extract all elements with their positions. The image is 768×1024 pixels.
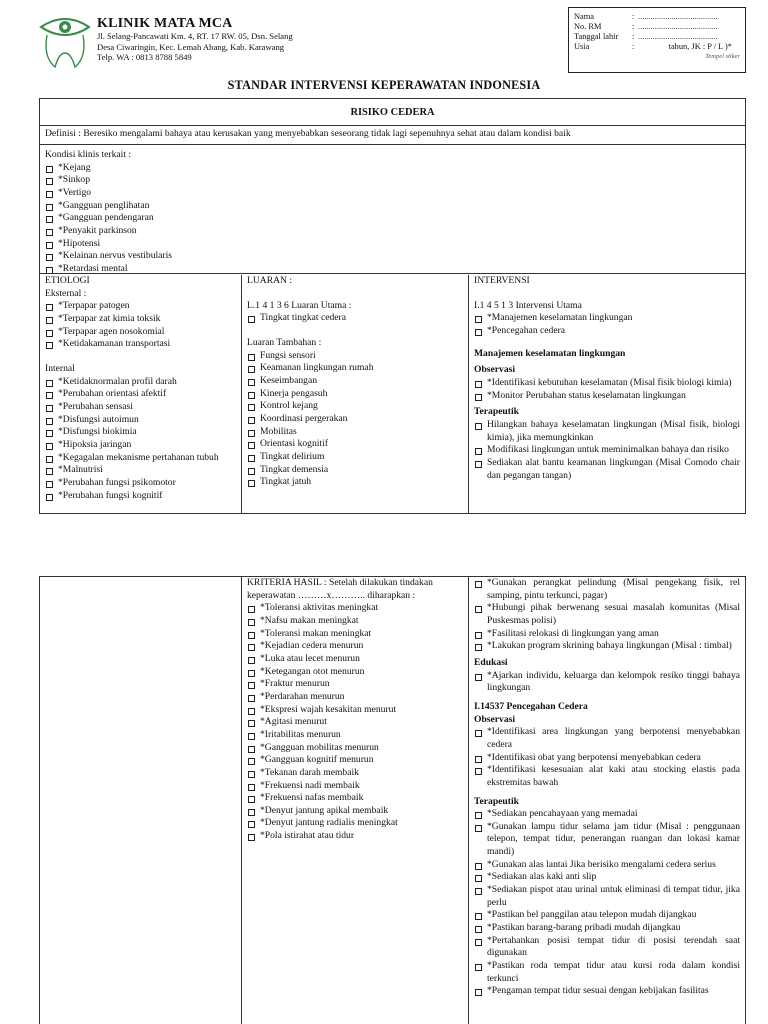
kriteria-label: KRITERIA HASIL : Setelah dilakukan tindakan keperawatan ………x……….. diharapkan : [247,577,433,601]
intervensi-lanjutan-column [469,577,745,1024]
rm-label: No. RM [574,21,602,31]
kriteria-hasil-table [39,576,746,1024]
clinic-address-2: Desa Ciwaringin, Kec. Lemah Abang, Kab. Karawang [97,41,285,52]
etiologi-head: ETIOLOGI [45,275,90,286]
luaran-head: LUARAN : [247,275,293,286]
usia-row [574,42,740,52]
list-item: *Gunakan lampu tidur selama jam tidur (Misal : penggunaan telepon, tempat tidur, penerangan ruangan dan lokasi kamar mandi) [474,821,740,859]
list-item: *Hubungi pihak berwenang sesuai masalah komunitas (Misal Puskesmas polisi) [474,602,740,627]
list-item: *Nafsu makan meningkat [247,615,463,628]
terapeutik2-title: Terapeutik [474,795,519,807]
list-item: *Ketidaknormalan profil darah [45,376,236,389]
list-item: Fungsi sensori [247,350,463,363]
list-item: Orientasi kognitif [247,438,463,451]
list-item: *Perubahan sensasi [45,401,236,414]
luaran-utama-list [247,312,463,325]
risiko-cedera-table [39,98,746,514]
list-item: Mobilitas [247,426,463,439]
list-item: *Ketidakamanan transportasi [45,338,236,351]
etiologi-column [40,275,242,513]
intervensi-utama-list [474,312,740,337]
tgl-field[interactable]: ...................................... [638,31,718,41]
nama-label: Nama [574,12,594,21]
list-item: *Lakukan program skrining bahaya lingkungan (Misal : timbal) [474,640,740,653]
list-item: *Disfungsi autoimun [45,414,236,427]
nama-colon: : [632,12,635,21]
terapeutik-title: Terapeutik [474,406,519,418]
eksternal-list [45,300,236,351]
list-item: *Pastikan roda tempat tidur atau kursi roda dalam kondisi terkunci [474,960,740,985]
list-item: Koordinasi pergerakan [247,413,463,426]
internal-label: Internal [45,362,75,374]
list-item: Kinerja pengasuh [247,388,463,401]
list-item: *Gangguan penglihatan [45,200,740,213]
list-item: *Tekanan darah membaik [247,767,463,780]
list-item: *Denyut jantung apikal membaik [247,805,463,818]
patient-identity-box [568,7,746,73]
list-item: *Pastikan barang-barang pribadi mudah dijangkau [474,922,740,935]
list-item: *Identifikasi obat yang berpotensi menyebabkan cedera [474,752,740,765]
list-item: *Kelainan nervus vestibularis [45,250,740,263]
list-item: *Perubahan fungsi psikomotor [45,477,236,490]
clinic-name: KLINIK MATA MCA [97,16,233,31]
list-item: *Retardasi mental [45,263,740,274]
list-item: *Kegagalan mekanisme pertahanan tubuh [45,452,236,465]
clinic-info [97,16,293,63]
list-item: *Sediakan pencahayaan yang memadai [474,808,740,821]
clinic-phone: Telp. WA : 0813 8788 5849 [97,52,192,63]
list-item: *Sediakan alas kaki anti slip [474,871,740,884]
intervensi-column [469,275,745,513]
list-item: *Monitor Perubahan status keselamatan lingkungan [474,390,740,403]
document-title: STANDAR INTERVENSI KEPERAWATAN INDONESIA [227,78,541,92]
list-item: *Hipotensi [45,238,740,251]
list-item: Kontrol kejang [247,400,463,413]
table-title: RISIKO CEDERA [40,99,745,126]
list-item: Tingkat delirium [247,451,463,464]
list-item: *Identifikasi kebutuhan keselamatan (Misal fisik biologi kimia) [474,377,740,390]
list-item: Keseimbangan [247,375,463,388]
rm-field[interactable]: ...................................... [638,21,718,31]
list-item: *Frekuensi nafas membaik [247,792,463,805]
list-item: *Pola istirahat atau tidur [247,830,463,843]
list-item: *Kejang [45,162,740,175]
list-item: *Perdarahan menurun [247,691,463,704]
manajemen-title: Manajemen keselamatan lingkungan [474,347,626,359]
observasi-list [474,377,740,402]
luaran-tambahan-list [247,350,463,489]
list-item: *Pengaman tempat tidur sesuai dengan kebijakan fasilitas [474,985,740,998]
nama-row [574,12,740,22]
sticker-note: Tempel stiker [705,52,740,60]
list-item: *Sediakan pispot atau urinal untuk eliminasi di tempat tidur, jika perlu [474,884,740,909]
luaran-column [242,275,469,513]
usia-field[interactable] [638,42,740,52]
list-item: *Iritabilitas menurun [247,729,463,742]
list-item: *Disfungsi biokimia [45,426,236,439]
list-item: *Terpapar zat kimia toksik [45,313,236,326]
lanjutan-list [474,577,740,653]
list-item: *Gunakan alas lantai Jika berisiko mengalami cedera serius [474,859,740,872]
list-item: *Malnutrisi [45,464,236,477]
list-item: *Fasilitasi relokasi di lingkungan yang aman [474,628,740,641]
list-item: *Luka atau lecet menurun [247,653,463,666]
edukasi-list [474,670,740,695]
list-item: *Pertahankan posisi tempat tidur di posisi terendah saat digunakan [474,935,740,960]
luaran-utama-label: L.1 4 1 3 6 Luaran Utama : [247,299,352,311]
pencegahan-title: I.14537 Pencegahan Cedera [474,700,588,712]
clinic-address-1: Jl. Selang-Pancawati Km. 4, RT. 17 RW. 05, Dsn. Selang [97,31,293,42]
usia-label: Usia [574,41,590,51]
list-item: *Manajemen keselamatan lingkungan [474,312,740,325]
list-item: *Pencegahan cedera [474,325,740,338]
kondisi-klinis-section [40,145,745,274]
list-item: Modifikasi lingkungan untuk meminimalkan bahaya dan risiko [474,444,740,457]
terapeutik-list [474,419,740,482]
list-item: *Identifikasi area lingkungan yang berpotensi menyebabkan cedera [474,726,740,751]
list-item: *Penyakit parkinson [45,225,740,238]
empty-column [40,577,242,1024]
list-item: Keamanan lingkungan rumah [247,362,463,375]
list-item: *Ekspresi wajah kesakitan menurut [247,704,463,717]
edukasi-title: Edukasi [474,656,508,668]
list-item: *Identifikasi kesesuaian alat kaki atau stocking elastis pada ekstremitas bawah [474,764,740,789]
list-item: *Perubahan orientasi afektif [45,388,236,401]
etiologi-luaran-intervensi [40,275,745,513]
observasi2-title: Observasi [474,713,516,725]
list-item: *Ajarkan individu, keluarga dan kelompok resiko tinggi bahaya lingkungan [474,670,740,695]
list-item: Tingkat tingkat cedera [247,312,463,325]
list-item: *Terpapar agen nosokomial [45,326,236,339]
list-item: Tingkat demensia [247,464,463,477]
observasi2-list [474,726,740,789]
nama-field[interactable]: ...................................... [638,12,718,21]
list-item: *Gangguan pendengaran [45,212,740,225]
internal-list [45,376,236,503]
kriteria-list [247,602,463,842]
luaran-tambahan-label: Luaran Tambahan : [247,336,322,348]
list-item: *Perubahan fungsi kognitif [45,490,236,503]
list-item: *Vertigo [45,187,740,200]
rm-row [574,22,740,32]
list-item: *Hipoksia jaringan [45,439,236,452]
eye-logo-icon [37,13,93,69]
list-item: Hilangkan bahaya keselamatan lingkungan (Misal fisik, biologi kimia), jika memungkinkan [474,419,740,444]
tgl-colon: : [632,31,635,41]
list-item: *Toleransi aktivitas meningkat [247,602,463,615]
usia-colon: : [632,41,635,51]
eksternal-label: Eksternal : [45,287,87,299]
observasi-title: Observasi [474,364,516,376]
list-item: *Agitasi menurut [247,716,463,729]
list-item: *Pastikan bel panggilan atau telepon mudah dijangkau [474,909,740,922]
list-item: *Gunakan perangkat pelindung (Misal pengekang fisik, rel samping, pintu terkunci, pagar) [474,577,740,602]
list-item: *Toleransi makan meningkat [247,628,463,641]
list-item: *Terpapar patogen [45,300,236,313]
list-item: *Sinkop [45,174,740,187]
list-item: *Gangguan mobilitas menurun [247,742,463,755]
list-item: Sediakan alat bantu keamanan lingkungan (Misal Comodo chair dan pegangan tangan) [474,457,740,482]
list-item: *Frekuensi nadi membaik [247,780,463,793]
tgl-label: Tanggal lahir [574,31,619,41]
definisi: Definisi : Beresiko mengalami bahaya atau kerusakan yang menyebabkan seseorang tidak lagi sepenuhnya sehat atau dalam kondisi baik [40,126,745,145]
list-item: *Fraktur menurun [247,678,463,691]
intervensi-utama-label: I.1 4 5 1 3 Intervensi Utama [474,299,582,311]
tgl-row [574,32,740,42]
list-item: *Ketegangan otot menurun [247,666,463,679]
list-item: *Gangguan kognitif menurun [247,754,463,767]
kriteria-column [242,577,469,1024]
kondisi-label: Kondisi klinis terkait : [45,149,132,160]
intervensi-head: INTERVENSI [474,275,530,286]
list-item: Tingkat jatuh [247,476,463,489]
kondisi-list [45,162,740,274]
terapeutik2-list [474,808,740,998]
list-item: *Kejadian cedera menurun [247,640,463,653]
rm-colon: : [632,21,635,31]
usia-suffix: tahun, JK : P / L )* [668,41,732,51]
list-item: *Denyut jantung radialis meningkat [247,817,463,830]
